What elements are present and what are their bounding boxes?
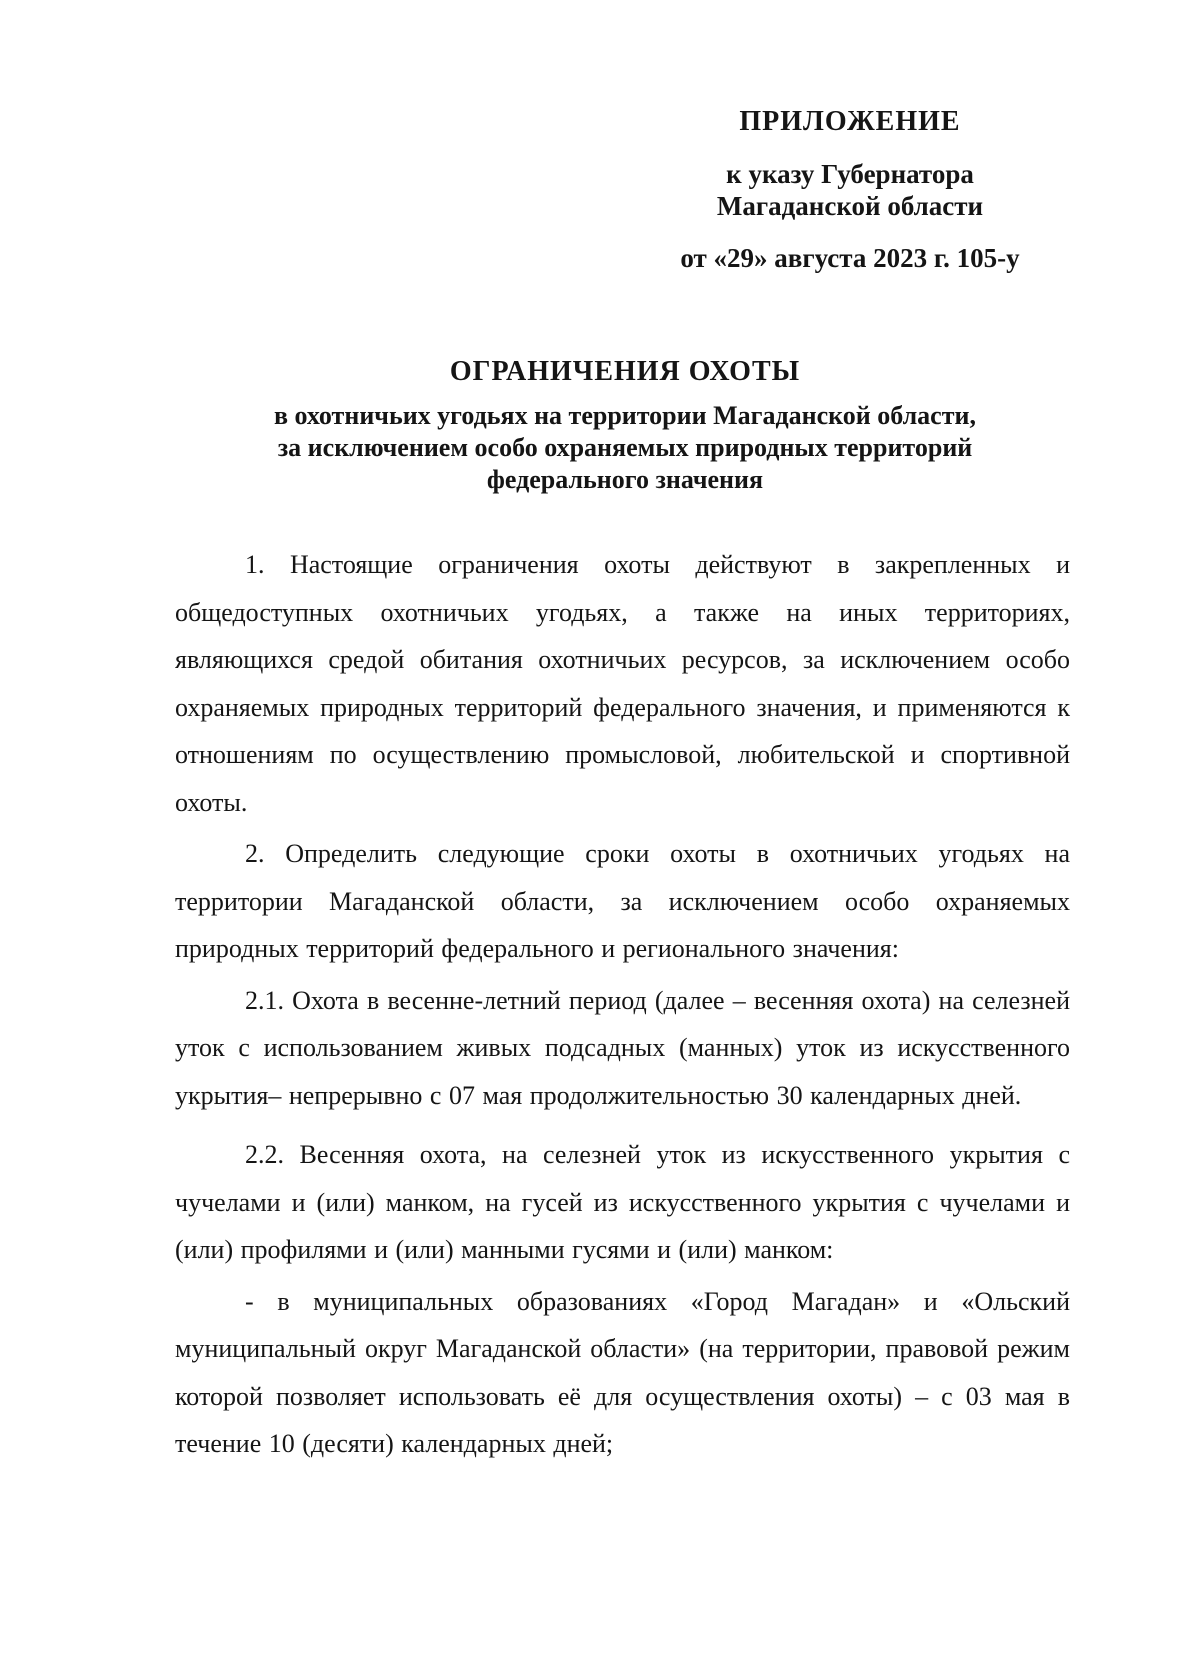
document-subtitle-line-2: за исключением особо охраняемых природных территорий bbox=[277, 433, 973, 462]
appendix-date: от «29» августа 2023 г. 105-у bbox=[680, 243, 1020, 273]
appendix-heading: ПРИЛОЖЕНИЕ bbox=[739, 106, 961, 137]
paragraph-2-1: 2.1. Охота в весенне-летний период (далее – весенняя охота) на селезней уток с использованием живых подсадных (манных) уток из искусственного укрытия– непрерывно с 07 мая продолжительностью 30 календарных дней. bbox=[175, 985, 1070, 1110]
document-title: ОГРАНИЧЕНИЯ ОХОТЫ bbox=[449, 356, 801, 387]
document-subtitle-line-1: в охотничьих угодьях на территории Магаданской области, bbox=[274, 401, 976, 430]
paragraph-2: 2. Определить следующие сроки охоты в охотничьих угодьях на территории Магаданской области, за исключением особо охраняемых природных территорий федерального и регионального значения: bbox=[175, 839, 1070, 963]
appendix-line-1: к указу Губернатора bbox=[726, 159, 974, 189]
paragraph-2-2-item: - в муниципальных образованиях «Город Магадан» и «Ольский муниципальный округ Магаданской области» (на территории, правовой режим которой позволяет использовать её для осуществления охоты) – с 03 мая в течение 10 (десяти) календарных дней; bbox=[175, 1286, 1070, 1458]
appendix-block bbox=[620, 106, 1080, 274]
paragraph-1: 1. Настоящие ограничения охоты действуют в закрепленных и общедоступных охотничьих угодьях, а также на иных территориях, являющихся средой обитания охотничьих ресурсов, за исключением особо охраняемых природных территорий федерального значения, и применяются к отношениям по осуществлению промысловой, любительской и спортивной охоты. bbox=[175, 550, 1070, 817]
document-subtitle-line-3: федерального значения bbox=[486, 465, 764, 494]
document-body bbox=[175, 541, 1070, 1472]
appendix-line-2: Магаданской области bbox=[716, 191, 984, 221]
paragraph-2-2: 2.2. Весенняя охота, на селезней уток из искусственного укрытия с чучелами и (или) манком, на гусей из искусственного укрытия с чучелами и (или) профилями и (или) манными гусями и (или) манком: bbox=[175, 1140, 1070, 1264]
document-title-block bbox=[175, 356, 1075, 496]
